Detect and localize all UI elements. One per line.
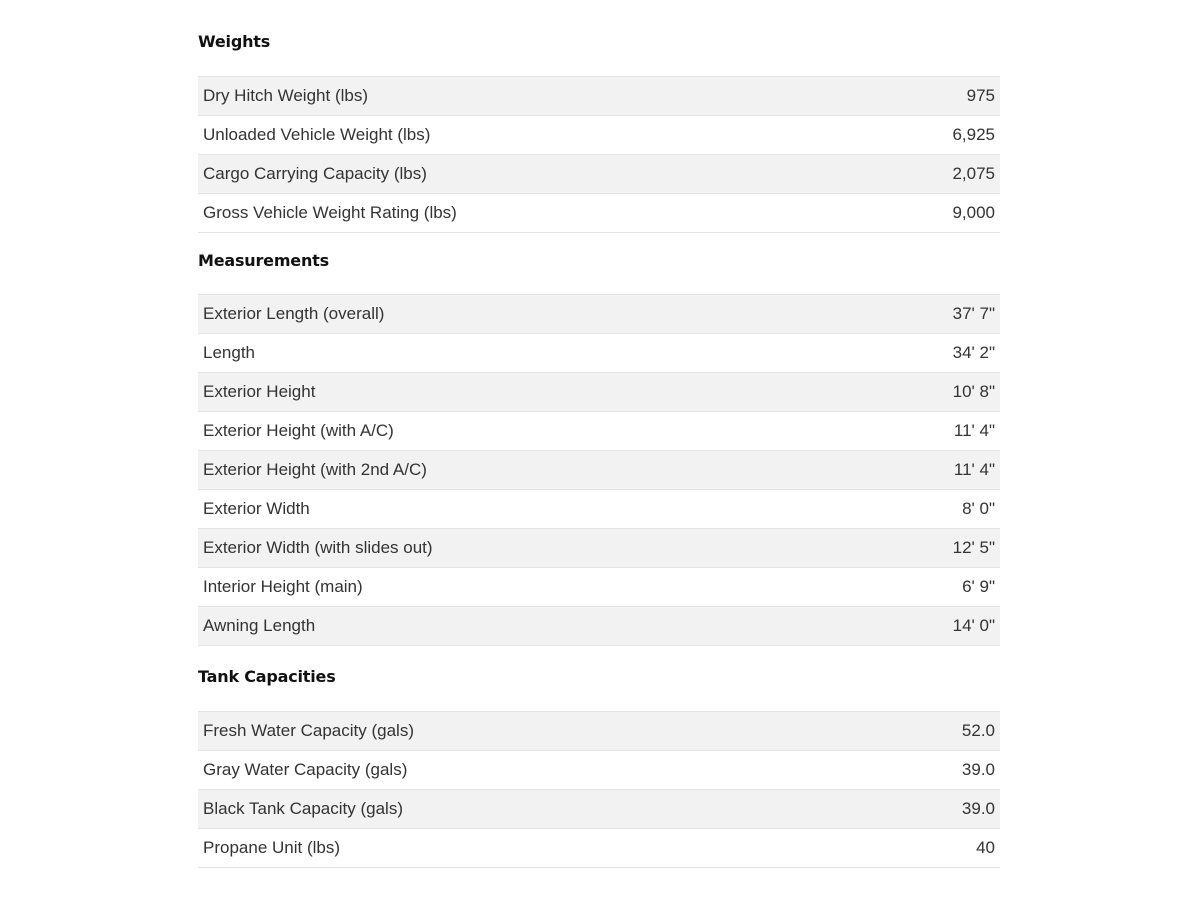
spec-label: Awning Length <box>198 607 856 646</box>
spec-label: Black Tank Capacity (gals) <box>198 790 869 829</box>
tank-capacities-table <box>198 711 1000 868</box>
spec-label: Cargo Carrying Capacity (lbs) <box>198 155 867 194</box>
spec-value: 39.0 <box>869 790 1000 829</box>
spec-value: 6' 9" <box>856 568 1000 607</box>
table-row <box>198 490 1000 529</box>
spec-value: 11' 4" <box>856 451 1000 490</box>
spec-value: 40 <box>869 829 1000 868</box>
measurements-table <box>198 294 1000 646</box>
spec-label: Dry Hitch Weight (lbs) <box>198 77 867 116</box>
weights-table <box>198 76 1000 233</box>
table-row <box>198 829 1000 868</box>
spec-label: Fresh Water Capacity (gals) <box>198 712 869 751</box>
spec-value: 9,000 <box>867 194 1000 233</box>
section-title-measurements: Measurements <box>198 251 329 270</box>
table-row <box>198 373 1000 412</box>
spec-label: Exterior Height (with 2nd A/C) <box>198 451 856 490</box>
table-row <box>198 194 1000 233</box>
spec-label: Unloaded Vehicle Weight (lbs) <box>198 116 867 155</box>
spec-label: Length <box>198 334 856 373</box>
spec-value: 52.0 <box>869 712 1000 751</box>
table-row <box>198 529 1000 568</box>
spec-label: Exterior Height <box>198 373 856 412</box>
table-row <box>198 295 1000 334</box>
spec-value: 12' 5" <box>856 529 1000 568</box>
spec-value: 8' 0" <box>856 490 1000 529</box>
table-row <box>198 712 1000 751</box>
table-row <box>198 116 1000 155</box>
spec-value: 10' 8" <box>856 373 1000 412</box>
section-title-tank-capacities: Tank Capacities <box>198 667 336 686</box>
spec-value: 37' 7" <box>856 295 1000 334</box>
spec-label: Exterior Width <box>198 490 856 529</box>
table-row <box>198 451 1000 490</box>
spec-label: Exterior Height (with A/C) <box>198 412 856 451</box>
table-row <box>198 607 1000 646</box>
spec-label: Exterior Length (overall) <box>198 295 856 334</box>
table-row <box>198 790 1000 829</box>
table-row <box>198 412 1000 451</box>
section-title-weights: Weights <box>198 32 271 51</box>
spec-value: 6,925 <box>867 116 1000 155</box>
spec-label: Exterior Width (with slides out) <box>198 529 856 568</box>
spec-value: 2,075 <box>867 155 1000 194</box>
spec-value: 11' 4" <box>856 412 1000 451</box>
table-row <box>198 77 1000 116</box>
spec-label: Gross Vehicle Weight Rating (lbs) <box>198 194 867 233</box>
spec-label: Gray Water Capacity (gals) <box>198 751 869 790</box>
spec-value: 34' 2" <box>856 334 1000 373</box>
spec-value: 14' 0" <box>856 607 1000 646</box>
table-row <box>198 334 1000 373</box>
table-row <box>198 155 1000 194</box>
spec-value: 39.0 <box>869 751 1000 790</box>
spec-label: Interior Height (main) <box>198 568 856 607</box>
spec-value: 975 <box>867 77 1000 116</box>
spec-label: Propane Unit (lbs) <box>198 829 869 868</box>
table-row <box>198 568 1000 607</box>
table-row <box>198 751 1000 790</box>
